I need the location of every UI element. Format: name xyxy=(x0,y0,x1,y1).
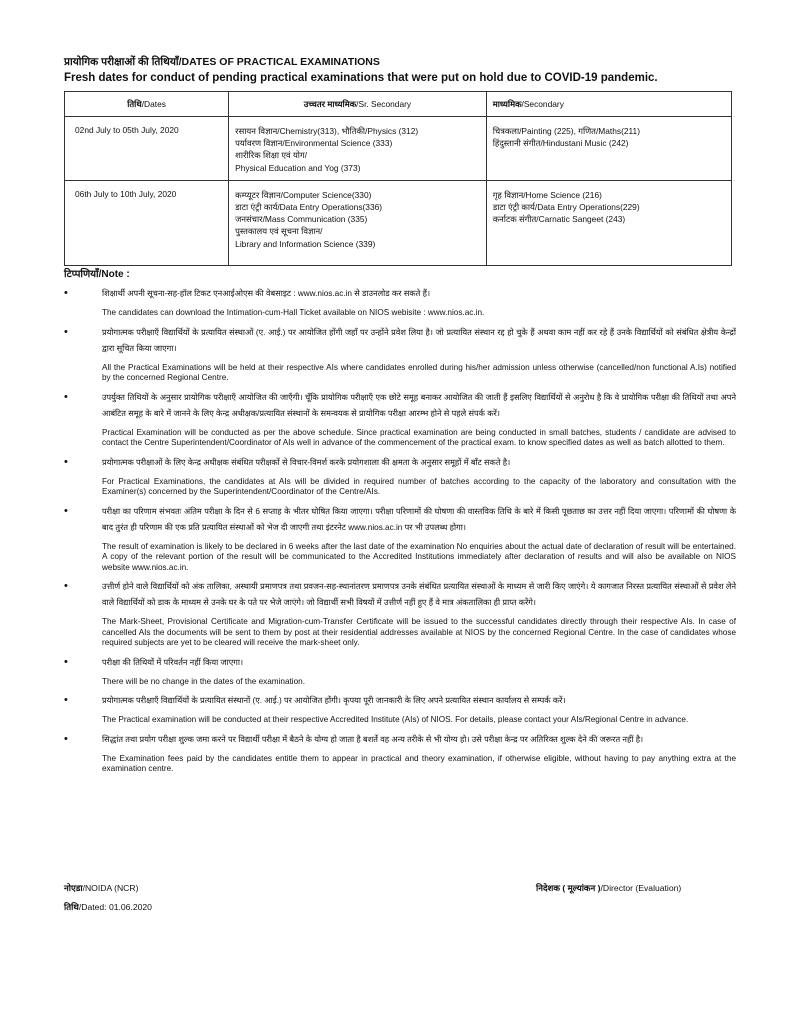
header-sr-secondary-en: /Sr. Secondary xyxy=(356,98,412,109)
footer-date xyxy=(64,901,152,913)
footer-place xyxy=(64,882,138,894)
note-item xyxy=(64,455,736,498)
note-item xyxy=(64,325,736,384)
header-dates xyxy=(65,92,229,117)
note-english: Practical Examination will be conducted as per the above schedule. Since practical examination are being conducted in small batches, students / candidate are advised to contact the Centre Superintendent/Coordinator of AIs well in advance of the commencement of the practical exam. to know specified dates as well as batch allotted to them. xyxy=(102,427,736,447)
note-item xyxy=(64,579,736,649)
note-hindi: परीक्षा की तिथियों में परिवर्तन नहीं किया जाएगा। xyxy=(102,657,244,667)
header-sr-secondary-hi: उच्चतर माध्यमिक xyxy=(303,98,357,109)
subject-line: डाटा एंट्री कार्य/Data Entry Operations(336) xyxy=(235,202,383,213)
bullet-icon: • xyxy=(64,390,68,403)
sr-secondary-cell xyxy=(229,180,487,265)
subject-line: गृह विज्ञान/Home Science (216) xyxy=(492,189,602,200)
table-row xyxy=(65,117,732,181)
note-hindi: उपर्युक्त तिथियों के अनुसार प्रायोगिक परीक्षाएँ आयोजित की जाएँगी। चूँकि प्रायोगिक परीक्षाएँ एक छोटे समूह बनाकर आयोजित की जाती हैं इसलिए विद्यार्थियों से अनुरोध है कि वे प्रायोगिक परीक्षा की तिथियों तथा अपने आबंटित समूह के बारे में जानने के लिए केन्द्र अधीक्षक/प्रत्यायित संस्थानों के समन्वयक से प्रायोगिक परीक्षा आरम्भ होने से पहले संपर्क करें। xyxy=(102,392,736,418)
subject-line: रसायन विज्ञान/Chemistry(313), भौतिकी/Physics (312) xyxy=(235,126,419,136)
subject-line: पुस्तकालय एवं सूचना विज्ञान/ xyxy=(235,226,323,237)
footer-signatory-en: /Director (Evaluation) xyxy=(600,883,682,893)
subject-line: शारीरिक शिक्षा एवं योग/ xyxy=(235,150,308,161)
bullet-icon: • xyxy=(64,694,68,706)
note-hindi: उत्तीर्ण होने वाले विद्यार्थियों को अंक तालिका, अस्थायी प्रमाणपत्र तथा प्रवजन-सह-स्थानांतरण प्रमाणपत्र उनके संबंधित प्रत्यायित संस्थाओं के माध्यम से जारी किए जाएंगे। ये कागजात निरस्त प्रत्यायित संस्थाओं से प्रवेश लेने वाले विद्यार्थियों को डाक के माध्यम से उनके घर के पते पर भेजे जाएंगे। जो विद्यार्थी सभी विषयों में उत्तीर्ण नहीं हुए हैं वे मात्र अंकतालिका ही प्राप्त करेंगे। xyxy=(102,582,737,607)
date-cell: 02nd July to 05th July, 2020 xyxy=(65,117,229,181)
table-header-row xyxy=(65,92,732,117)
footer-date-hi: तिथि xyxy=(64,902,79,912)
note-item xyxy=(64,504,736,574)
note-item xyxy=(64,732,736,775)
bullet-icon: • xyxy=(64,287,68,299)
note-english: The Practical examination will be conducted at their respective Accredited Institute (AIs) of NIOS. For details, please contact your AIs/Regional Centre in advance. xyxy=(102,715,689,724)
subject-line: Library and Information Science (339) xyxy=(235,238,376,249)
note-heading: टिप्पणियाँ/Note : xyxy=(64,269,130,280)
note-hindi: परीक्षा का परिणाम संभवतः अंतिम परीक्षा के दिन से 6 सप्ताह के भीतर घोषित किया जाएगा। परीक्षा परिणामों की घोषणा की वास्तविक तिथि के बारे में किसी पूछताछ का उत्तर नहीं दिया जाएगा। परिणामों की घोषणा के बाद तुरंत ही परिणाम की एक प्रति प्रत्यायित संस्थाओं को भेज दी जाएगी तथा इंटरनेट www.nios.ac.in पर भी उपलब्ध होगा। xyxy=(102,506,736,532)
subject-line: हिंदुस्तानी संगीत/Hindustani Music (242) xyxy=(492,138,629,149)
note-english: The candidates can download the Intimation-cum-Hall Ticket available on NIOS webisite : www.nios.ac.in. xyxy=(102,308,485,317)
subject-line: चित्रकला/Painting (225), गणित/Maths(211) xyxy=(492,126,641,136)
subject-line: कम्प्यूटर विज्ञान/Computer Science(330) xyxy=(235,189,372,200)
note-item xyxy=(64,655,736,688)
note-item xyxy=(64,390,736,449)
subject-line: Physical Education and Yog (373) xyxy=(235,162,361,173)
note-hindi: प्रयोगात्मक परीक्षाएँ विद्यार्थियों के प्रत्यायित संस्थानों (ए. आई.) पर आयोजित होंगी। कृपया पूरी जानकारी के लिए अपने प्रत्यायित संस्थान कार्यालय से सम्पर्क करें। xyxy=(102,696,566,705)
footer-place-en: /NOIDA (NCR) xyxy=(82,883,139,893)
footer-date-en: /Dated: 01.06.2020 xyxy=(78,902,152,912)
page-title: प्रायोगिक परीक्षाओं की तिथियाँ/DATES OF PRACTICAL EXAMINATIONS xyxy=(64,56,380,68)
note-english: For Practical Examinations, the candidates at AIs will be divided in required number of batches according to the capacity of the laboratory and consultation with the Examiner(s) concerned by the Superintendent/Coordinator of the Centre/AIs. xyxy=(102,476,736,496)
table-row xyxy=(65,180,732,265)
page-subtitle: Fresh dates for conduct of pending practical examinations that were put on hold due to COVID-19 pandemic. xyxy=(64,72,658,84)
subject-line: डाटा एंट्री कार्य/Data Entry Operations(229) xyxy=(492,202,640,213)
bullet-icon: • xyxy=(64,655,68,668)
note-english: There will be no change in the dates of the examination. xyxy=(102,676,305,686)
schedule-table xyxy=(64,91,732,266)
bullet-icon: • xyxy=(64,580,68,592)
bullet-icon: • xyxy=(64,732,68,745)
subject-line: पर्यावरण विज्ञान/Environmental Science (333) xyxy=(235,138,393,149)
footer-place-hi: नोएडा xyxy=(64,883,83,893)
date-cell: 06th July to 10th July, 2020 xyxy=(65,180,229,265)
bullet-icon: • xyxy=(64,325,68,338)
note-item xyxy=(64,286,736,319)
secondary-cell xyxy=(486,117,731,181)
notes-list xyxy=(64,286,736,781)
bullet-icon: • xyxy=(64,504,68,517)
secondary-cell xyxy=(486,180,731,265)
bullet-icon: • xyxy=(64,455,68,468)
header-secondary-hi: माध्यमिक xyxy=(492,98,522,109)
header-secondary-en: /Secondary xyxy=(521,98,564,109)
note-english: The Mark-Sheet, Provisional Certificate and Migration-cum-Transfer Certificate will be issued to the successful candidates directly through their respective AIs. In case of cancelled AIs the documents will be sent to them by post at their residential addresses available at NIOS by the concerned Regional Centre. In the case of candidates whose required subjects are yet to be cleared will receive the mark-sheet only. xyxy=(102,617,736,647)
header-dates-en: /Dates xyxy=(141,98,166,109)
footer-signatory xyxy=(536,882,681,894)
sr-secondary-cell xyxy=(229,117,487,181)
header-sr-secondary xyxy=(229,92,487,117)
note-english: The Examination fees paid by the candidates entitle them to appear in practical and theory examination, if otherwise eligible, without having to pay anything extra at the examination centre. xyxy=(102,753,736,773)
note-hindi: प्रयोगात्मक परीक्षाएँ विद्यार्थियों के प्रत्यायित संस्थाओं (ए. आई.) पर आयोजित होंगी जहाँ पर उन्होंने प्रवेश लिया है। जो प्रत्यायित संस्थान रद्द हो चुके हैं अथवा काम नहीं कर रहे हैं उनके विद्यार्थियों को संबंधित क्षेत्रीय केन्द्रों द्वारा सूचित किया जाएगा। xyxy=(102,327,736,353)
subject-line: जनसंचार/Mass Communication (335) xyxy=(235,214,368,225)
footer-signatory-hi: निदेशक ( मूल्यांकन ) xyxy=(536,883,601,893)
note-item xyxy=(64,693,736,726)
note-hindi: प्रयोगात्मक परीक्षाओं के लिए केन्द्र अधीक्षक संबंधित परीक्षकों से विचार-विमर्श करके प्रयोगशाला की क्षमता के अनुसार समूहों में बाँट सकते है। xyxy=(102,457,511,467)
note-hindi: शिक्षार्थी अपनी सूचना-सह-हॉल टिकट एनआईओएस की वेबसाइट : www.nios.ac.in से डाउनलोड कर सकते हैं। xyxy=(102,289,431,298)
header-secondary xyxy=(486,92,731,117)
header-dates-hi: तिथि xyxy=(127,98,142,109)
note-english: The result of examination is likely to be declared in 6 weeks after the last date of the examination No enquiries about the actual date of declaration of result will be entertained. A copy of the relevant portion of the result will be communicated to the Accredited Institutions immediately after declaration of results and will also be available on NIOS website www.nios.ac.in. xyxy=(102,541,736,572)
subject-line: कर्नाटक संगीत/Carnatic Sangeet (243) xyxy=(492,214,626,225)
note-hindi: सिद्धांत तथा प्रयोग परीक्षा शुल्क जमा करने पर विद्यार्थी परीक्षा में बैठने के योग्य हो जाता है बशर्ते वह अन्य तरीके से भी योग्य हो। उसे परीक्षा केन्द्र पर अतिरिक्त शुल्क देने की जरूरत नहीं है। xyxy=(102,734,644,744)
note-english: All the Practical Examinations will be held at their respective AIs where candidates enrolled during his/her admission unless otherwise (cancelled/non functional A.Is) notified by the concerned Regional Centre. xyxy=(102,362,736,382)
